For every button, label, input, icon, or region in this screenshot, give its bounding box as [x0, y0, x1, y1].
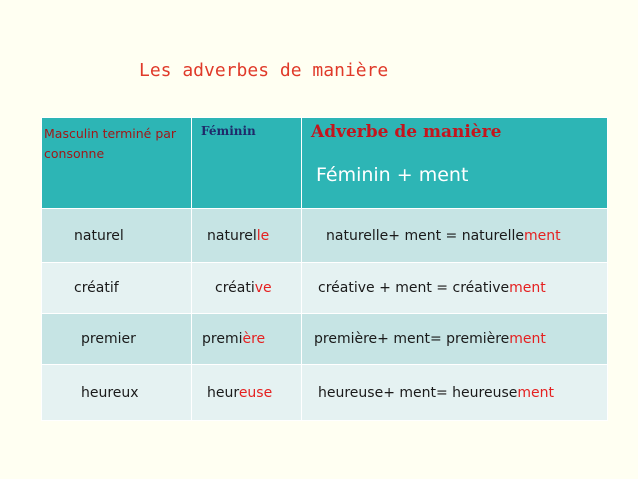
adverbe-suffix: ment [509, 280, 546, 296]
cell-feminin [192, 314, 302, 365]
header-adverbe-rule: Féminin + ment [316, 164, 469, 186]
masculin-word: naturel [74, 227, 124, 244]
adverbe-formula: heureuse+ ment= heureuse [318, 384, 518, 401]
header-feminin-label: Féminin [201, 124, 256, 138]
adverbe-suffix: ment [517, 384, 555, 401]
feminin-ending: ve [254, 280, 272, 296]
adverbe-suffix: ment [523, 227, 561, 244]
header-masculin-label: Masculin terminé par consonne [44, 126, 177, 161]
header-feminin [192, 118, 302, 209]
feminin-stem: créati [215, 280, 255, 296]
header-masculin [42, 118, 192, 209]
header-adverbe-title: Adverbe de manière [311, 122, 502, 142]
masculin-word: heureux [81, 384, 139, 401]
cell-adverbe [302, 209, 608, 263]
cell-masculin [42, 314, 192, 365]
cell-masculin [42, 263, 192, 314]
masculin-word: premier [81, 331, 136, 347]
adverbe-formula: créative + ment = créative [318, 280, 510, 296]
adverb-table [41, 117, 608, 421]
cell-adverbe [302, 263, 608, 314]
table-row [42, 314, 608, 365]
feminin-stem: heur [207, 384, 239, 401]
table-row [42, 365, 608, 421]
table-header-row [42, 118, 608, 209]
cell-masculin [42, 365, 192, 421]
page-title: Les adverbes de manière [139, 60, 389, 81]
feminin-ending: ère [242, 331, 266, 347]
feminin-ending: le [256, 227, 270, 244]
feminin-stem: premi [202, 331, 243, 347]
cell-feminin [192, 209, 302, 263]
cell-feminin [192, 263, 302, 314]
header-adverbe [302, 118, 608, 209]
feminin-stem: naturel [207, 227, 257, 244]
adverbe-formula: naturelle+ ment = naturelle [326, 227, 524, 244]
feminin-ending: euse [238, 384, 273, 401]
cell-masculin [42, 209, 192, 263]
cell-feminin [192, 365, 302, 421]
cell-adverbe [302, 365, 608, 421]
masculin-word: créatif [74, 280, 119, 296]
table-row [42, 209, 608, 263]
adverbe-formula: première+ ment= première [314, 331, 510, 347]
cell-adverbe [302, 314, 608, 365]
table-row [42, 263, 608, 314]
adverbe-suffix: ment [509, 331, 546, 347]
